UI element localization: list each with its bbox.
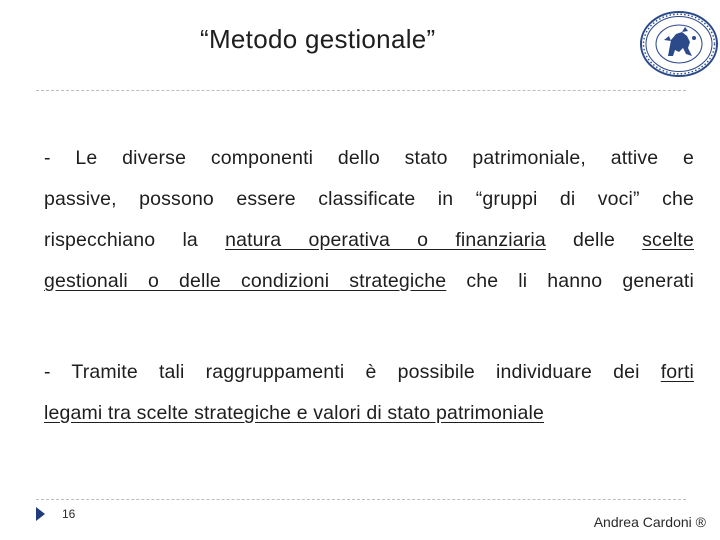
- footer-divider: [36, 499, 686, 500]
- author-credit: Andrea Cardoni ®: [593, 514, 706, 530]
- underlined-phrase: natura operativa o finanziaria: [225, 229, 546, 251]
- paragraph-2-line-1: [44, 352, 694, 393]
- slide-title: “Metodo gestionale”: [200, 24, 436, 54]
- paragraph-2-line-2: [44, 393, 694, 434]
- text-segment: - Tramite tali raggruppamenti è possibile individuare dei: [44, 361, 661, 383]
- underlined-phrase: gestionali o delle condizioni strategiche: [44, 270, 447, 292]
- text-segment: che li hanno generati: [446, 270, 694, 292]
- header-divider: [36, 90, 686, 91]
- paragraph-1-line-2: passive, possono essere classificate in “gruppi di voci” che: [44, 188, 694, 210]
- paragraph-1-line-1: - Le diverse componenti dello stato patrimoniale, attive e: [44, 147, 694, 169]
- underlined-phrase: scelte: [642, 229, 694, 251]
- triangle-arrow-icon: [36, 507, 45, 521]
- paragraph-2: [44, 352, 694, 434]
- page-number: 16: [62, 507, 76, 521]
- text-segment: delle: [545, 229, 643, 251]
- paragraph-1: [44, 138, 694, 302]
- text-segment: rispecchiano la: [44, 229, 226, 251]
- underlined-phrase: forti: [660, 361, 694, 383]
- university-seal-icon: [638, 10, 720, 78]
- paragraph-1-line-3: [44, 220, 694, 261]
- paragraph-1-line-4: [44, 261, 694, 302]
- underlined-phrase: legami tra scelte strategiche e valori di stato patrimoniale: [44, 402, 544, 424]
